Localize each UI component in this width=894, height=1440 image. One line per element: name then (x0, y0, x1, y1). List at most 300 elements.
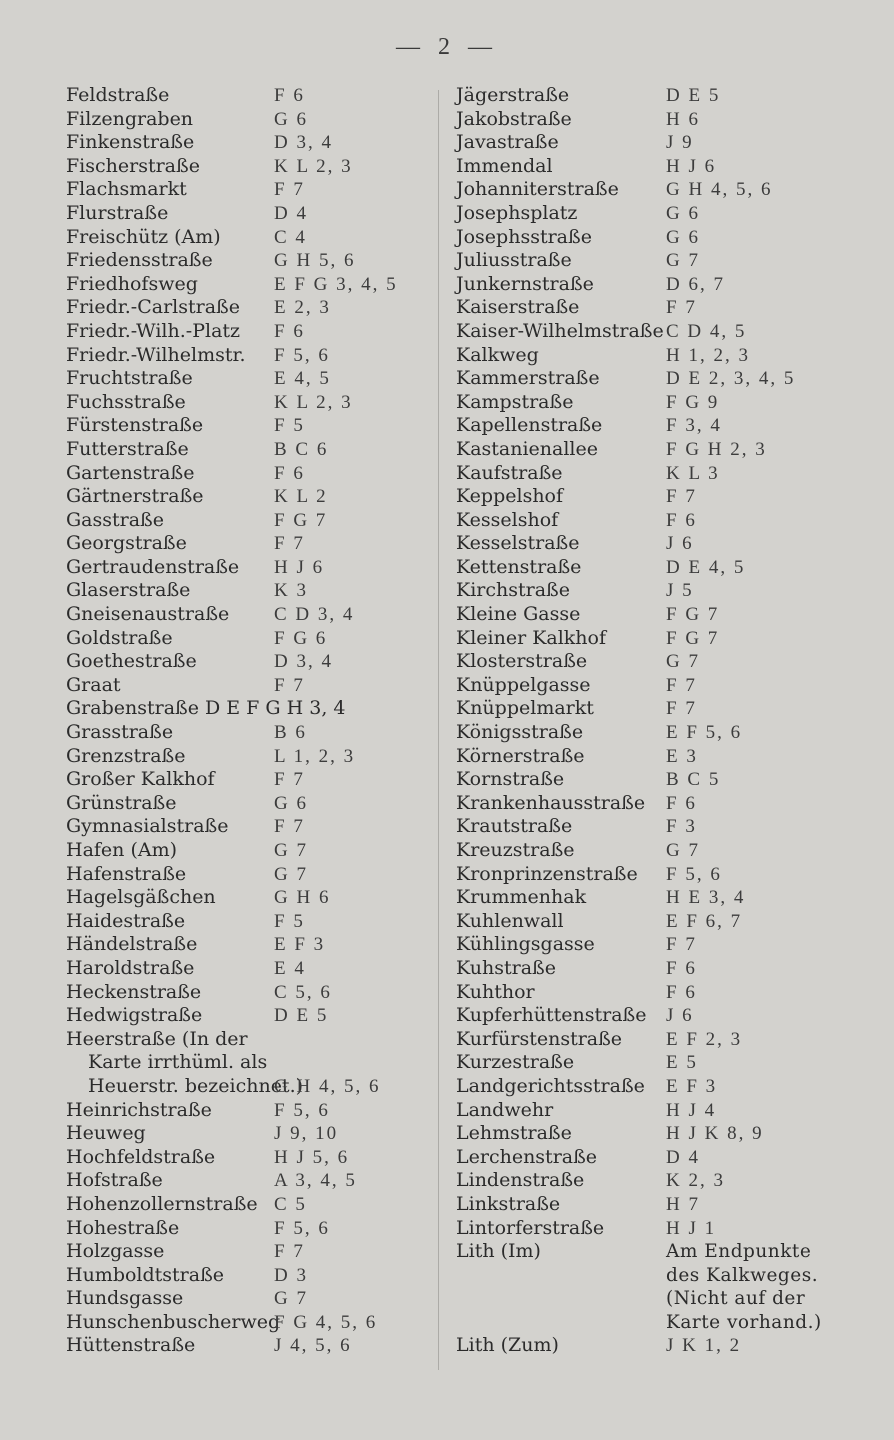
street-name: Heinrichstraße (66, 1098, 212, 1121)
street-entry (66, 815, 431, 839)
street-name: Kronprinzenstraße (456, 862, 638, 885)
street-entry (456, 839, 886, 863)
street-entry (456, 391, 886, 415)
street-name: Kuhlenwall (456, 909, 564, 932)
street-name: Krautstraße (456, 815, 573, 838)
street-name: Kuhthor (456, 980, 535, 1003)
street-entry (66, 886, 431, 910)
street-entry (66, 155, 431, 179)
street-name: Hedwigstraße (66, 1004, 203, 1027)
map-grid-reference: E F 6, 7 (666, 910, 743, 932)
street-entry (456, 556, 886, 580)
street-name: Kaiser-Wilhelmstraße (456, 319, 664, 342)
street-name: Friedensstraße (66, 249, 213, 272)
location-note: Am Endpunkte (666, 1241, 812, 1263)
map-grid-reference: E 5 (666, 1052, 698, 1074)
street-name: Friedr.-Carlstraße (66, 296, 240, 319)
street-name: Jakobstraße (456, 107, 572, 130)
map-grid-reference: J 9, 10 (274, 1123, 339, 1145)
location-note: des Kalkweges. (666, 1264, 819, 1286)
street-name: Hundsgasse (66, 1287, 184, 1310)
map-grid-reference: F 5, 6 (666, 863, 722, 885)
map-grid-reference: H J 5, 6 (274, 1146, 350, 1168)
map-grid-reference: H J K 8, 9 (666, 1123, 764, 1145)
street-entry (66, 178, 431, 202)
map-grid-reference: G 6 (666, 226, 700, 248)
map-grid-reference: F 3 (666, 816, 697, 838)
map-grid-reference: G H 6 (274, 887, 331, 909)
map-grid-reference: F 3, 4 (666, 415, 722, 437)
street-entry (456, 131, 886, 155)
street-name: Futterstraße (66, 437, 189, 460)
map-grid-reference: K 2, 3 (666, 1170, 725, 1192)
street-entry (456, 1051, 886, 1075)
street-name: Jägerstraße (456, 84, 570, 106)
map-grid-reference: D 4 (666, 1146, 700, 1168)
street-name: Hagelsgäßchen (66, 886, 216, 909)
street-name: Goldstraße (66, 626, 173, 649)
street-entry (456, 84, 886, 108)
street-entry (66, 579, 431, 603)
street-name: Humboldtstraße (66, 1263, 225, 1286)
street-name: Kupferhüttenstraße (456, 1004, 647, 1027)
street-entry (66, 462, 431, 486)
map-grid-reference: E F 3 (274, 934, 326, 956)
map-grid-reference: E 3 (666, 745, 698, 767)
street-name: Holzgasse (66, 1240, 165, 1263)
map-grid-reference: F G H 2, 3 (666, 438, 767, 460)
street-entry (456, 957, 886, 981)
street-name: Kreuzstraße (456, 839, 575, 861)
map-grid-reference: B 6 (274, 722, 307, 744)
street-name: Händelstraße (66, 933, 198, 956)
street-name: Hafen (Am) (66, 839, 178, 861)
map-grid-reference: K L 2 (274, 486, 328, 508)
street-entry (456, 1264, 886, 1288)
street-name: Krummenhak (456, 886, 587, 909)
street-entry (66, 273, 431, 297)
street-entry (66, 1146, 431, 1170)
map-grid-reference: H 1, 2, 3 (666, 344, 750, 366)
street-entry (456, 1099, 886, 1123)
street-name: Junkernstraße (456, 272, 594, 295)
street-name: Heuweg (66, 1122, 146, 1145)
street-name: Klosterstraße (456, 650, 588, 673)
street-entry (456, 485, 886, 509)
map-grid-reference: F 6 (666, 981, 697, 1003)
street-entry (66, 910, 431, 934)
map-grid-reference: G 6 (666, 202, 700, 224)
map-grid-reference: F 6 (666, 792, 697, 814)
street-entry (456, 202, 886, 226)
street-entry (456, 414, 886, 438)
map-grid-reference: H J 6 (274, 556, 325, 578)
street-entry (66, 697, 431, 721)
map-grid-reference: C D 4, 5 (666, 320, 747, 342)
map-grid-reference: F 6 (666, 509, 697, 531)
street-name: Gertraudenstraße (66, 555, 240, 578)
map-grid-reference: D E 5 (666, 85, 721, 106)
street-entry (66, 933, 431, 957)
map-grid-reference: F G 4, 5, 6 (274, 1311, 378, 1333)
street-name: Hohenzollernstraße (66, 1192, 258, 1215)
map-grid-reference: F 7 (274, 816, 305, 838)
map-grid-reference: G H 5, 6 (274, 250, 356, 272)
street-entry (66, 1028, 431, 1052)
location-note: Karte vorhand.) (666, 1311, 822, 1333)
street-entry (66, 391, 431, 415)
map-grid-reference: H J 1 (666, 1217, 717, 1239)
street-name: Hunschenbuscherweg (66, 1310, 281, 1333)
street-name: Kleiner Kalkhof (456, 626, 607, 649)
street-name: Lith (Im) (456, 1240, 541, 1263)
street-entry (456, 863, 886, 887)
street-name: Kesselstraße (456, 532, 580, 555)
map-grid-reference: D E 2, 3, 4, 5 (666, 368, 796, 390)
street-entry (456, 650, 886, 674)
street-entry (456, 721, 886, 745)
map-grid-reference: F 7 (274, 769, 305, 791)
street-entry (66, 745, 431, 769)
street-name: Flurstraße (66, 201, 169, 224)
street-entry (66, 485, 431, 509)
street-name: Fürstenstraße (66, 414, 204, 437)
street-name: Georgstraße (66, 532, 187, 555)
map-grid-reference: D 6, 7 (666, 273, 725, 295)
street-name: Josephsplatz (456, 201, 578, 224)
street-entry (456, 509, 886, 533)
map-grid-reference: J 5 (666, 580, 694, 602)
street-entry (66, 1051, 431, 1075)
street-name: Landwehr (456, 1098, 554, 1121)
street-entry (456, 226, 886, 250)
street-entry (456, 462, 886, 486)
street-name: Großer Kalkhof (66, 768, 215, 791)
map-grid-reference: D 3 (274, 1264, 308, 1286)
map-grid-reference: F 5, 6 (274, 1217, 330, 1239)
street-entry (456, 1334, 886, 1358)
street-name: Graat (66, 673, 121, 696)
map-grid-reference: H J 4 (666, 1099, 717, 1121)
street-entry (456, 178, 886, 202)
street-name: Josephsstraße (456, 225, 592, 248)
street-name: Finkenstraße (66, 131, 195, 154)
street-entry (66, 414, 431, 438)
street-name: Goethestraße (66, 650, 197, 673)
map-grid-reference: G 7 (666, 651, 700, 673)
street-name: Knüppelgasse (456, 673, 591, 696)
street-entry (456, 1169, 886, 1193)
map-grid-reference: G H 4, 5, 6 (274, 1075, 381, 1097)
map-grid-reference: F G 7 (666, 627, 720, 649)
street-name: Gymnasialstraße (66, 815, 229, 838)
map-grid-reference: A 3, 4, 5 (274, 1170, 357, 1192)
street-entry (456, 1122, 886, 1146)
street-name: Kaufstraße (456, 461, 563, 484)
map-grid-reference: D 3, 4 (274, 132, 333, 154)
street-entry (66, 131, 431, 155)
map-grid-reference: E 4, 5 (274, 368, 331, 390)
street-entry (456, 768, 886, 792)
street-entry (456, 1287, 886, 1311)
street-entry (456, 108, 886, 132)
street-name: Kirchstraße (456, 579, 570, 602)
map-grid-reference: H 7 (666, 1193, 700, 1215)
street-entry (66, 1004, 431, 1028)
street-entry (66, 84, 431, 108)
map-grid-reference: F 7 (666, 934, 697, 956)
street-entry (66, 721, 431, 745)
right-column (456, 84, 886, 1358)
map-grid-reference: F 7 (274, 674, 305, 696)
street-name: Haroldstraße (66, 956, 195, 979)
street-entry (66, 1193, 431, 1217)
map-grid-reference: G H 4, 5, 6 (666, 179, 773, 201)
street-name: Gasstraße (66, 508, 164, 531)
street-name: Krankenhausstraße (456, 791, 646, 814)
map-grid-reference: F 7 (666, 297, 697, 319)
street-name: Linkstraße (456, 1192, 561, 1215)
street-entry (456, 320, 886, 344)
street-name: Kurzestraße (456, 1051, 575, 1074)
map-grid-reference: G 7 (274, 840, 308, 861)
map-grid-reference: F 6 (666, 957, 697, 979)
street-entry (66, 957, 431, 981)
street-entry (66, 1075, 431, 1099)
street-name: Lith (Zum) (456, 1334, 559, 1357)
map-grid-reference: B C 6 (274, 438, 329, 460)
street-name: Feldstraße (66, 84, 170, 106)
street-entry (66, 674, 431, 698)
street-name: Fischerstraße (66, 154, 200, 177)
street-entry (66, 1169, 431, 1193)
street-name: Heuerstr. bezeichnet.) (88, 1074, 304, 1097)
street-entry (456, 933, 886, 957)
map-grid-reference: F 7 (274, 533, 305, 555)
street-name: Körnerstraße (456, 744, 585, 767)
map-grid-reference: K 3 (274, 580, 308, 602)
street-entry (66, 556, 431, 580)
map-grid-reference: H J 6 (666, 155, 717, 177)
map-grid-reference: J 6 (666, 1005, 694, 1027)
street-name: Heckenstraße (66, 980, 202, 1003)
map-grid-reference: D E 4, 5 (666, 556, 746, 578)
street-name: Lindenstraße (456, 1169, 585, 1192)
street-entry (66, 532, 431, 556)
street-name: Hochfeldstraße (66, 1145, 216, 1168)
street-name: Freischütz (Am) (66, 225, 221, 248)
street-entry (456, 1075, 886, 1099)
map-grid-reference: G 7 (666, 840, 700, 861)
street-entry (456, 697, 886, 721)
street-name: Grabenstraße D E F G H 3, 4 (66, 697, 346, 720)
map-grid-reference: F G 7 (274, 509, 328, 531)
map-grid-reference: F 5 (274, 415, 305, 437)
street-name: Glaserstraße (66, 579, 191, 602)
street-entry (66, 320, 431, 344)
street-name: Hohestraße (66, 1216, 180, 1239)
street-entry (66, 1217, 431, 1241)
street-entry (456, 981, 886, 1005)
map-grid-reference: J K 1, 2 (666, 1335, 742, 1357)
map-grid-reference: F 5 (274, 910, 305, 932)
street-name: Immendal (456, 154, 553, 177)
street-name: Fruchtstraße (66, 367, 193, 390)
street-name: Königsstraße (456, 721, 584, 744)
street-name: Flachsmarkt (66, 178, 187, 201)
map-grid-reference: F G 6 (274, 627, 328, 649)
map-grid-reference: J 6 (666, 533, 694, 555)
street-entry (66, 627, 431, 651)
street-entry (456, 674, 886, 698)
street-entry (456, 367, 886, 391)
street-entry (66, 981, 431, 1005)
map-grid-reference: D 3, 4 (274, 651, 333, 673)
map-grid-reference: E 2, 3 (274, 297, 331, 319)
street-entry (66, 603, 431, 627)
street-name: Kampstraße (456, 390, 574, 413)
street-entry (456, 296, 886, 320)
street-name: Kalkweg (456, 343, 539, 366)
street-entry (456, 438, 886, 462)
left-column (66, 84, 431, 1358)
map-grid-reference: C 5 (274, 1193, 307, 1215)
map-grid-reference: E 4 (274, 957, 306, 979)
map-grid-reference: D 4 (274, 202, 308, 224)
map-grid-reference: F 6 (274, 85, 305, 106)
street-name: Landgerichtsstraße (456, 1074, 645, 1097)
map-grid-reference: F G 9 (666, 391, 720, 413)
street-name: Hofstraße (66, 1169, 163, 1192)
map-grid-reference: G 7 (274, 863, 308, 885)
location-note: (Nicht auf der (666, 1288, 806, 1310)
street-entry (66, 1311, 431, 1335)
street-name: Hüttenstraße (66, 1334, 196, 1357)
street-name: Keppelshof (456, 485, 564, 508)
street-name: Johanniterstraße (456, 178, 619, 201)
street-entry (66, 1287, 431, 1311)
street-name: Filzengraben (66, 107, 194, 130)
street-name: Friedr.-Wilhelmstr. (66, 343, 246, 366)
map-grid-reference: L 1, 2, 3 (274, 745, 356, 767)
street-entry (66, 108, 431, 132)
map-grid-reference: C D 3, 4 (274, 604, 355, 626)
street-name: Kammerstraße (456, 367, 600, 390)
street-entry (456, 1146, 886, 1170)
street-entry (66, 344, 431, 368)
map-grid-reference: J 9 (666, 132, 694, 154)
street-name: Kettenstraße (456, 555, 582, 578)
street-name: Heerstraße (In der (66, 1027, 248, 1050)
map-grid-reference: F 7 (666, 674, 697, 696)
map-grid-reference: K L 3 (666, 462, 720, 484)
map-grid-reference: F 5, 6 (274, 344, 330, 366)
street-entry (66, 768, 431, 792)
street-entry (66, 1240, 431, 1264)
street-name: Kaiserstraße (456, 296, 580, 319)
street-entry (456, 249, 886, 273)
street-entry (66, 226, 431, 250)
street-name: Kurfürstenstraße (456, 1027, 623, 1050)
street-name: Lehmstraße (456, 1122, 572, 1145)
street-entry (456, 815, 886, 839)
street-entry (456, 792, 886, 816)
street-entry (66, 839, 431, 863)
street-name: Juliusstraße (456, 249, 572, 272)
map-grid-reference: B C 5 (666, 769, 721, 791)
street-entry (456, 1028, 886, 1052)
street-name: Grenzstraße (66, 744, 186, 767)
street-name: Gneisenaustraße (66, 603, 230, 626)
street-entry (456, 579, 886, 603)
map-grid-reference: F 7 (666, 698, 697, 720)
street-entry (66, 509, 431, 533)
map-grid-reference: D E 5 (274, 1005, 329, 1027)
street-name: Kastanienallee (456, 437, 598, 460)
street-entry (456, 1240, 886, 1264)
map-grid-reference: E F G 3, 4, 5 (274, 273, 398, 295)
street-entry (66, 296, 431, 320)
street-entry (66, 202, 431, 226)
map-grid-reference: K L 2, 3 (274, 155, 353, 177)
street-entry (66, 1264, 431, 1288)
street-name: Knüppelmarkt (456, 697, 594, 720)
map-grid-reference: F G 7 (666, 604, 720, 626)
street-name: Haidestraße (66, 909, 186, 932)
street-name: Kornstraße (456, 768, 565, 791)
street-entry (66, 863, 431, 887)
street-name: Lintorferstraße (456, 1216, 605, 1239)
map-grid-reference: F 7 (274, 179, 305, 201)
street-name: Grünstraße (66, 791, 177, 814)
street-name: Kesselshof (456, 508, 559, 531)
street-entry (456, 886, 886, 910)
map-grid-reference: F 6 (274, 320, 305, 342)
map-grid-reference: H E 3, 4 (666, 887, 746, 909)
map-grid-reference: E F 3 (666, 1075, 718, 1097)
street-entry (66, 792, 431, 816)
street-name: Friedr.-Wilh.-Platz (66, 319, 241, 342)
street-name: Friedhofsweg (66, 272, 198, 295)
map-grid-reference: E F 5, 6 (666, 722, 743, 744)
map-grid-reference: G 7 (666, 250, 700, 272)
street-entry (456, 1217, 886, 1241)
street-entry (456, 273, 886, 297)
street-name: Gartenstraße (66, 461, 195, 484)
street-entry (66, 249, 431, 273)
street-name: Kühlingsgasse (456, 933, 595, 956)
map-grid-reference: F 7 (274, 1241, 305, 1263)
map-grid-reference: C 4 (274, 226, 307, 248)
map-grid-reference: F 6 (274, 462, 305, 484)
map-grid-reference: J 4, 5, 6 (274, 1335, 352, 1357)
street-name: Javastraße (456, 131, 559, 154)
street-entry (456, 155, 886, 179)
page-number: — 2 — (396, 34, 498, 60)
column-divider (438, 90, 439, 1370)
street-entry (66, 1122, 431, 1146)
street-entry (66, 650, 431, 674)
street-name: Gärtnerstraße (66, 485, 204, 508)
street-name: Kleine Gasse (456, 603, 581, 626)
street-entry (456, 344, 886, 368)
street-entry (456, 627, 886, 651)
map-grid-reference: G 6 (274, 792, 308, 814)
map-grid-reference: E F 2, 3 (666, 1028, 743, 1050)
street-name: Fuchsstraße (66, 390, 186, 413)
map-grid-reference: C 5, 6 (274, 981, 332, 1003)
map-grid-reference: F 7 (666, 486, 697, 508)
